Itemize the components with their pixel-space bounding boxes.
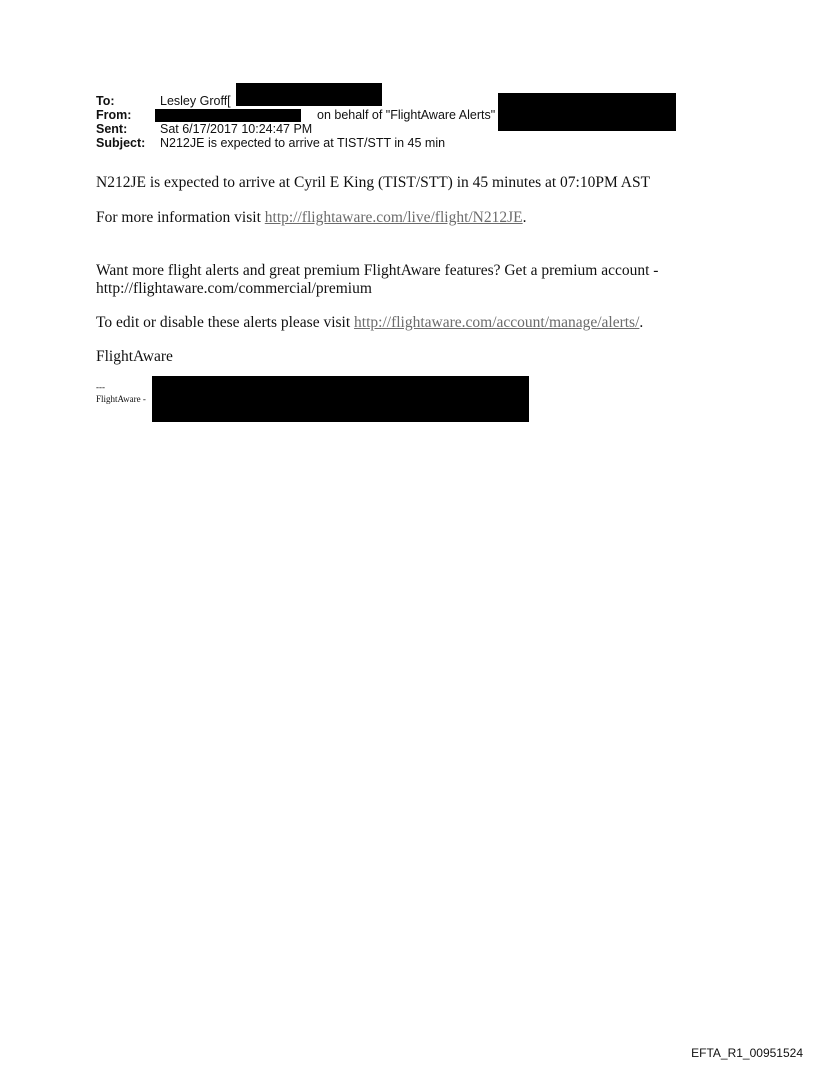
redaction-to-email xyxy=(236,83,382,106)
subject-value: N212JE is expected to arrive at TIST/STT in 45 min xyxy=(160,136,446,150)
to-label: To: xyxy=(96,94,115,108)
signature-label: FlightAware - xyxy=(96,394,146,404)
edit-alerts-suffix: . xyxy=(639,314,644,331)
more-info-line xyxy=(96,209,527,227)
more-info-suffix: . xyxy=(522,209,527,226)
edit-alerts-line xyxy=(96,314,643,332)
to-value: Lesley Groff[ xyxy=(160,94,231,108)
sent-value: Sat 6/17/2017 10:24:47 PM xyxy=(160,122,313,136)
premium-line-2: http://flightaware.com/commercial/premium xyxy=(96,280,372,297)
premium-line-1: Want more flight alerts and great premium FlightAware features? Get a premium account - xyxy=(96,262,659,279)
from-value: on behalf of "FlightAware Alerts" xyxy=(317,108,496,122)
arrival-message: N212JE is expected to arrive at Cyril E King (TIST/STT) in 45 minutes at 07:10PM AST xyxy=(96,174,651,191)
edit-alerts-prefix: To edit or disable these alerts please visit xyxy=(96,314,355,331)
redaction-signature xyxy=(152,376,529,422)
redaction-from-address xyxy=(498,93,676,131)
more-info-prefix: For more information visit xyxy=(96,209,265,226)
redaction-from-sender xyxy=(155,109,301,122)
closing-signature: FlightAware xyxy=(96,348,173,365)
sent-label: Sent: xyxy=(96,122,128,136)
manage-alerts-link[interactable]: http://flightaware.com/account/manage/alerts/ xyxy=(354,314,640,331)
from-label: From: xyxy=(96,108,132,122)
subject-label: Subject: xyxy=(96,136,146,150)
document-id: EFTA_R1_00951524 xyxy=(691,1046,803,1060)
flight-tracking-link[interactable]: http://flightaware.com/live/flight/N212JE xyxy=(264,209,523,226)
signature-separator: --- xyxy=(96,382,105,392)
